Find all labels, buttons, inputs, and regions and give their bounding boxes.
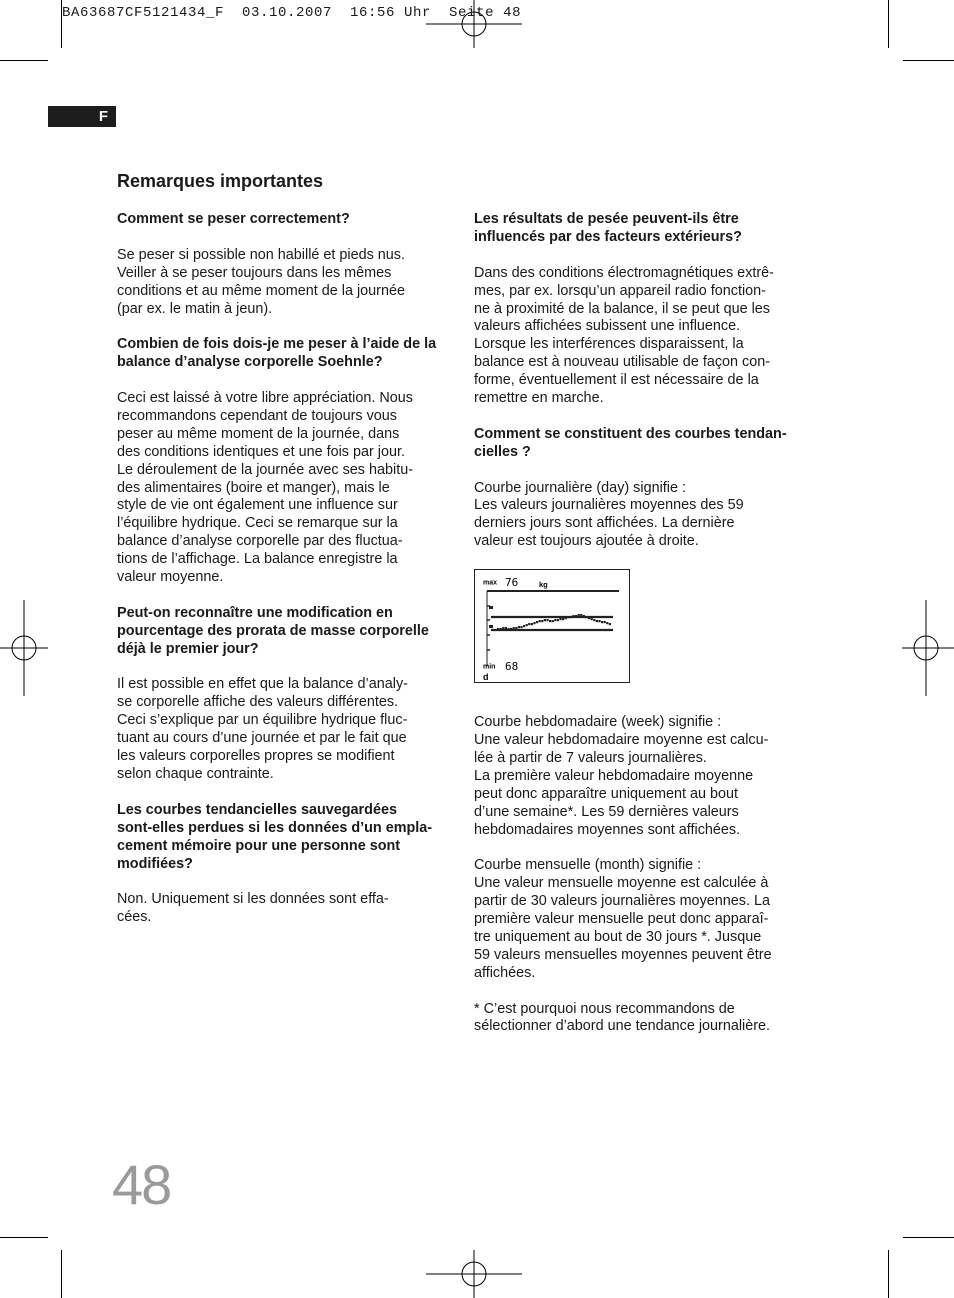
text-line: derniers jours sont affichées. La dernière (474, 515, 735, 532)
text-line: mes, par ex. lorsqu’un appareil radio fonction- (474, 282, 766, 299)
min-value: 68 (505, 660, 519, 674)
unit-label: kg (539, 580, 548, 590)
text-line: première valeur mensuelle peut donc apparaî- (474, 911, 769, 928)
trend-point (596, 620, 598, 622)
text-line: d’une semaine*. Les 59 dernières valeurs (474, 803, 739, 820)
answer-paragraph (474, 480, 808, 552)
registration-mark-icon (426, 1250, 524, 1298)
text-line: forme, éventuellement il est nécessaire de la (474, 372, 759, 389)
answer-paragraph (474, 265, 808, 408)
text-line: selon chaque contrainte. (117, 766, 274, 783)
text-line: Comment se constituent des courbes tendan- (474, 425, 787, 442)
trend-point (606, 622, 608, 624)
text-line: les valeurs corporelles propres se modifient (117, 748, 395, 765)
text-line: pourcentage des prorata de masse corporelle (117, 622, 429, 639)
text-line: valeur moyenne. (117, 569, 224, 586)
text-line: ne à proximité de la balance, il se peut que les (474, 300, 770, 317)
text-line: Une valeur hebdomadaire moyenne est calcu- (474, 731, 769, 748)
text-line: Ceci est laissé à votre libre appréciation. Nous (117, 390, 413, 407)
text-line: recommandons cependant de toujours vous (117, 407, 397, 424)
text-line: Les valeurs journalières moyennes des 59 (474, 497, 744, 514)
trend-point (591, 618, 593, 620)
text-line: Courbe mensuelle (month) signifie : (474, 857, 702, 874)
crop-mark (903, 1237, 954, 1238)
text-line: modifiées? (117, 855, 193, 872)
mode-label: d (483, 672, 489, 683)
text-line: peser au même moment de la journée, dans (117, 425, 400, 442)
answer-paragraph (474, 1001, 808, 1037)
registration-mark-icon (902, 600, 954, 696)
question-heading (117, 605, 452, 659)
answer-paragraph (117, 390, 452, 587)
trend-point (570, 616, 572, 618)
text-line: valeur est toujours ajoutée à droite. (474, 533, 699, 550)
trend-point (541, 620, 543, 622)
trend-point (585, 616, 587, 618)
trend-point (588, 617, 590, 619)
trend-point (557, 619, 559, 621)
trend-point (533, 622, 535, 624)
text-line: balance est à nouveau utilisable de façon con- (474, 354, 771, 371)
trend-point (513, 627, 515, 629)
trend-point (552, 620, 554, 622)
trend-point (505, 627, 507, 629)
crop-mark (888, 1250, 889, 1298)
text-line: tions de l’affichage. La balance enregistre la (117, 551, 398, 568)
question-heading (474, 426, 808, 462)
trend-point (526, 624, 528, 626)
trend-point (539, 620, 541, 622)
text-line: tuant au cours d’une journée et par le fait que (117, 730, 407, 747)
trend-point (523, 625, 525, 627)
text-line: sont-elles perdues si les données d’un empla- (117, 819, 433, 836)
crop-mark (0, 1237, 48, 1238)
trend-curve-display (474, 569, 630, 683)
text-line: Une valeur mensuelle moyenne est calculée à (474, 875, 769, 892)
text-line: balance d’analyse corporelle par des fluctua- (117, 533, 403, 550)
crop-mark (888, 0, 889, 48)
text-line: partir de 30 valeurs journalières moyennes. La (474, 893, 770, 910)
text-line: l’équilibre hydrique. Ceci se remarque sur la (117, 515, 398, 532)
trend-point (500, 628, 502, 630)
trend-point (567, 616, 569, 618)
registration-mark-icon (0, 600, 48, 696)
text-line: cielles ? (474, 443, 531, 460)
text-line: cement mémoire pour une personne sont (117, 837, 401, 854)
question-heading (117, 211, 452, 229)
trend-point (520, 626, 522, 628)
trend-point (507, 628, 509, 630)
left-column (117, 211, 452, 945)
text-line: Courbe journalière (day) signifie : (474, 479, 686, 496)
text-line: Le déroulement de la journée avec ses habitu- (117, 461, 413, 478)
trend-point (497, 628, 499, 630)
trend-point (510, 628, 512, 630)
trend-curve-chart (475, 570, 631, 684)
crop-mark (61, 1250, 62, 1298)
text-line: cées. (117, 909, 152, 926)
trend-point (549, 620, 551, 622)
question-heading (117, 802, 452, 874)
answer-paragraph (117, 891, 452, 927)
trend-point (572, 615, 574, 617)
crop-mark (903, 60, 954, 61)
text-line: des alimentaires (boire et manger), mais le (117, 479, 390, 496)
text-line: Les résultats de pesée peuvent-ils être (474, 211, 739, 227)
text-line: La première valeur hebdomadaire moyenne (474, 767, 754, 784)
trend-point (502, 627, 504, 629)
trend-point (544, 619, 546, 621)
trend-point (546, 619, 548, 621)
section-title: Remarques importantes (117, 171, 324, 191)
text-line: tre uniquement au bout de 30 jours *. Jusque (474, 928, 762, 945)
trend-point (593, 619, 595, 621)
text-line: Les courbes tendancielles sauvegardées (117, 801, 397, 818)
text-line: style de vie ont également une influence sur (117, 497, 398, 514)
answer-paragraph (117, 676, 452, 783)
trend-point (598, 620, 600, 622)
answer-paragraph (117, 247, 452, 319)
text-line: Peut-on reconnaître une modification en (117, 604, 393, 621)
text-line: Dans des conditions électromagnétiques extrê- (474, 264, 774, 281)
text-line: Non. Uniquement si les données sont effa- (117, 891, 389, 908)
right-column (474, 211, 808, 1054)
text-line: Comment se peser correctement? (117, 211, 350, 227)
language-tab: F (48, 106, 116, 127)
trend-point (604, 621, 606, 623)
answer-paragraph (474, 714, 808, 839)
trend-point (562, 618, 564, 620)
trend-point (575, 615, 577, 617)
trend-point (559, 618, 561, 620)
trend-point (565, 617, 567, 619)
trend-point (518, 626, 520, 628)
text-line: valeurs affichées subissent une influence. (474, 318, 741, 335)
text-line: peut donc apparaître uniquement au bout (474, 785, 739, 802)
trend-point (578, 614, 580, 616)
trend-point (536, 621, 538, 623)
text-line: Combien de fois dois-je me peser à l’aide de la (117, 336, 437, 353)
text-line: conditions et au même moment de la journée (117, 282, 405, 299)
print-slug-header: BA63687CF5121434_F 03.10.2007 16:56 Uhr Seite 48 (62, 5, 522, 21)
text-line: 59 valeurs mensuelles moyennes peuvent être (474, 946, 772, 963)
trend-point (554, 619, 556, 621)
question-heading (474, 211, 808, 247)
min-label: min (483, 663, 496, 671)
text-line: affichées. (474, 964, 536, 981)
text-line: lée à partir de 7 valeurs journalières. (474, 749, 707, 766)
text-line: * C’est pourquoi nous recommandons de (474, 1000, 735, 1017)
text-line: influencés par des facteurs extérieurs? (474, 228, 742, 245)
trend-point (583, 615, 585, 617)
trend-point (515, 627, 517, 629)
text-line: remettre en marche. (474, 390, 604, 407)
trend-point (531, 623, 533, 625)
text-line: Courbe hebdomadaire (week) signifie : (474, 714, 722, 731)
trend-point (528, 623, 530, 625)
text-line: Il est possible en effet que la balance d’analy- (117, 676, 408, 693)
answer-paragraph (474, 857, 808, 982)
text-line: se corporelle affiche des valeurs différentes. (117, 694, 399, 711)
text-line: balance d’analyse corporelle Soehnle? (117, 354, 383, 371)
text-line: déjà le premier jour? (117, 640, 259, 657)
text-line: sélectionner d’abord une tendance journalière. (474, 1018, 771, 1035)
text-line: Se peser si possible non habillé et pieds nus. (117, 246, 405, 263)
text-line: hebdomadaires moyennes sont affichées. (474, 821, 741, 838)
trend-point (601, 621, 603, 623)
text-line: Lorsque les interférences disparaissent, la (474, 336, 744, 353)
crop-mark (0, 60, 48, 61)
text-line: Veiller à se peser toujours dans les mêmes (117, 264, 392, 281)
text-line: Ceci s’explique par un équilibre hydrique fluc- (117, 712, 408, 729)
text-line: des conditions identiques et une fois par jour. (117, 443, 406, 460)
question-heading (117, 336, 452, 372)
page-number: 48 (112, 1153, 171, 1216)
text-line: (par ex. le matin à jeun). (117, 300, 273, 317)
trend-point (580, 614, 582, 616)
max-label: max (483, 579, 498, 587)
trend-point (609, 623, 611, 625)
max-value: 76 (505, 576, 519, 590)
